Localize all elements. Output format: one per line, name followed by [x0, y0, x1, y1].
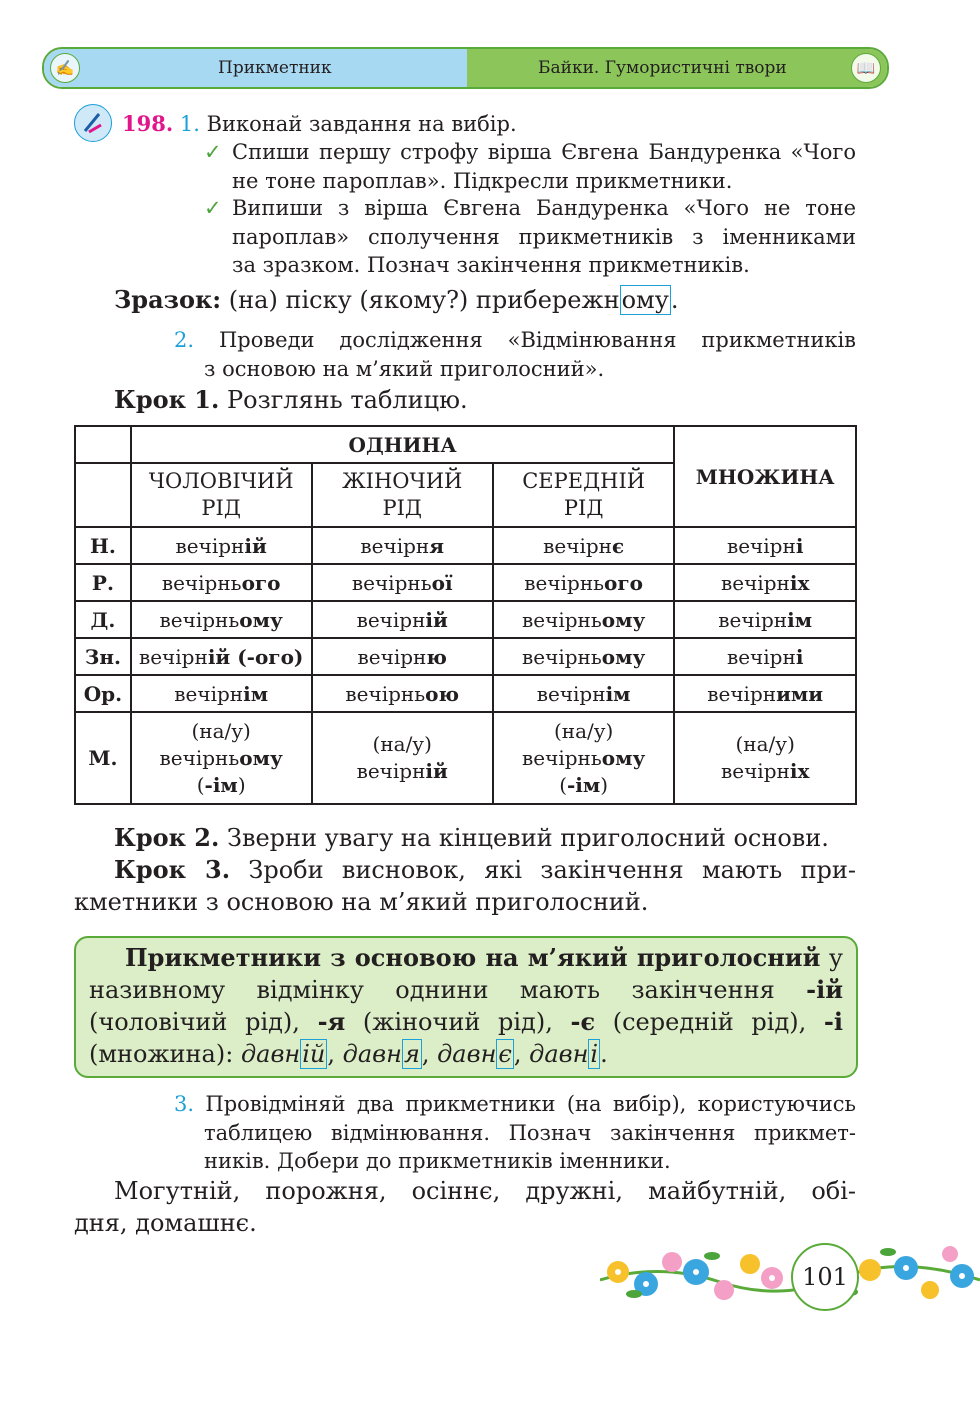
ending: ого: [241, 570, 281, 595]
step-2: [114, 822, 856, 855]
subtask-3-line: таблицею відмінювання. Познач закінчення прикмет-: [204, 1120, 856, 1145]
case-label: Ор.: [75, 675, 131, 712]
gender-name: ЧОЛОВІЧИЙ: [148, 469, 294, 493]
stem: вечірнь: [522, 745, 602, 770]
subtask-1-number: 1.: [179, 112, 200, 136]
table-cell: [312, 601, 493, 638]
stem: вечірн: [356, 759, 426, 783]
empty-cell: [75, 426, 131, 463]
preposition: (на/у): [735, 732, 795, 756]
table-cell: [674, 712, 856, 804]
subtask-2-number: 2.: [174, 328, 195, 352]
stem: вечірн: [360, 533, 430, 558]
ending: ім: [243, 681, 269, 706]
flower-decoration-icon: [600, 1242, 980, 1308]
example-ending-box: є: [498, 1040, 512, 1068]
table-cell: [674, 601, 856, 638]
table-row: [75, 601, 856, 638]
sample-ending-box: ому: [621, 286, 669, 314]
gender-header: [312, 463, 493, 527]
ending: я: [429, 533, 445, 558]
step-3-line: [74, 854, 856, 887]
example-ending-box: ій: [302, 1040, 326, 1068]
step-1-text: Розглянь таблицю.: [227, 386, 468, 414]
table-cell: [674, 638, 856, 675]
rule-ending: -я: [317, 1007, 346, 1036]
ending: ому: [239, 745, 283, 770]
stem: вечірн: [536, 681, 606, 706]
table-cell: [674, 675, 856, 712]
sample-line: [114, 284, 874, 317]
table-row-locative: [75, 712, 856, 804]
ending: ій (-ого): [207, 644, 304, 669]
example-stem: давн: [240, 1040, 301, 1068]
table-cell: [131, 601, 312, 638]
table-row: [75, 638, 856, 675]
separator: ,: [327, 1040, 343, 1068]
step-2-text: Зверни увагу на кінцевий приголосний основи.: [227, 824, 829, 852]
subtask-3-text: Провідміняй два прикметники (на вибір), користуючись: [205, 1092, 856, 1116]
option-2-line: пароплав» сполучення прикметників з іменниками: [232, 224, 856, 249]
table-cell: (на/у) вечірньому (-ім): [493, 712, 674, 804]
pen-icon: ✍: [50, 53, 80, 83]
rule-box: [74, 936, 858, 1078]
ending: іх: [789, 570, 810, 595]
example-stem: давн: [342, 1040, 402, 1068]
empty-cell: [75, 463, 131, 527]
step-3: [74, 854, 856, 918]
separator: ,: [421, 1040, 438, 1068]
stem: вечірнь: [345, 681, 426, 706]
stem: вечірн: [357, 644, 427, 669]
ending: іх: [789, 759, 810, 783]
header-chapter-title: Байки. Гумористичні твори: [538, 58, 787, 78]
subtask-3: [174, 1090, 856, 1176]
preposition: (на/у): [372, 732, 432, 756]
checkmark-icon: ✓: [204, 196, 222, 220]
stem: вечірнь: [522, 644, 602, 669]
case-label: Р.: [75, 564, 131, 601]
ending: ими: [776, 681, 824, 706]
gender-header: [131, 463, 312, 527]
stem: вечірн: [720, 759, 790, 783]
rule-ending: -і: [823, 1007, 843, 1036]
gender-header: [493, 463, 674, 527]
table-cell: [131, 638, 312, 675]
step-1-label: Крок 1.: [114, 385, 220, 414]
sample-label: Зразок:: [114, 285, 222, 314]
stem: вечірн: [543, 533, 612, 558]
rule-bold: Прикметники з основою на м’який приголосний: [125, 943, 821, 972]
stem: вечірн: [138, 644, 208, 669]
example-ending-box: і: [590, 1040, 599, 1068]
option-2-line: Випиши з вірша Євгена Бандуренка «Чого не тоне: [232, 196, 856, 220]
stem: вечірнь: [159, 607, 240, 632]
rule-part: (множина):: [89, 1040, 241, 1068]
table-cell: [312, 638, 493, 675]
subtask-3-line: [174, 1090, 856, 1119]
sample-text: (на) піску (якому?) прибережн: [228, 286, 620, 314]
checkmark-icon: ✓: [204, 140, 222, 164]
writing-icon: [75, 105, 111, 141]
table-cell: (на/у) вечірньому (-ім): [131, 712, 312, 804]
stem: вечірнь: [522, 607, 602, 632]
gender-word: РІД: [563, 496, 604, 520]
sample-end: .: [670, 286, 679, 314]
stem: вечірн: [726, 533, 796, 558]
table-cell: [312, 712, 493, 804]
gender-name: ЖІНОЧИЙ: [342, 469, 463, 493]
rule-part: (жіночий рід),: [345, 1008, 571, 1036]
stem: вечірн: [720, 570, 790, 595]
ending-alt: -ім: [567, 772, 601, 797]
subtask-3-line: ників. Добери до прикметників іменники.: [204, 1149, 671, 1173]
rule-part: (середній рід),: [595, 1008, 824, 1036]
ending: ою: [425, 681, 460, 706]
rule-ending: -ій: [806, 975, 843, 1004]
ending: і: [795, 533, 804, 558]
word-list: [74, 1176, 856, 1239]
ending: ім: [787, 607, 813, 632]
case-label: Н.: [75, 527, 131, 564]
ending: ому: [239, 607, 283, 632]
subtask-2-text: Проведи дослідження «Відмінювання прикметників: [218, 328, 856, 352]
word-list-line: дня, домашнє.: [74, 1208, 257, 1237]
singular-header: ОДНИНА: [131, 426, 675, 463]
stem: вечірнь: [351, 570, 432, 595]
case-label: Зн.: [75, 638, 131, 675]
preposition: (на/у): [553, 718, 614, 743]
word-list-line: Могутній, порожня, осіннє, дружні, майбутній, обі-: [114, 1177, 856, 1205]
gender-word: РІД: [382, 496, 422, 520]
ending: і: [795, 644, 804, 669]
table-cell: [493, 601, 674, 638]
table-cell: [131, 675, 312, 712]
ending: ому: [601, 607, 646, 632]
stem: вечірн: [356, 607, 426, 632]
book-icon: 📖: [851, 53, 881, 83]
gender-word: РІД: [201, 496, 241, 520]
step-3-text: Зроби висновок, які закінчення мають при-: [248, 856, 856, 884]
table-cell: [312, 527, 493, 564]
subtask-1-text: Виконай завдання на вибір.: [206, 112, 517, 136]
subtask-2-line: з основою на м’який приголосний».: [204, 356, 605, 381]
rule-ending: -є: [570, 1007, 596, 1036]
subtask-2: [174, 326, 856, 383]
option-1-line: Спиши першу строфу вірша Євгена Бандуренка «Чого: [232, 140, 856, 164]
stem: вечірнь: [161, 570, 242, 595]
plural-header: МНОЖИНА: [674, 426, 856, 527]
separator: ,: [513, 1040, 530, 1068]
example-stem: давн: [529, 1040, 589, 1068]
table-row: [75, 527, 856, 564]
stem: вечірнь: [524, 570, 605, 595]
stem: вечірн: [726, 644, 796, 669]
stem: вечірнь: [159, 745, 240, 770]
preposition: (на/у): [191, 718, 251, 743]
ending: ого: [604, 570, 643, 595]
ending: є: [611, 533, 625, 558]
step-1: [114, 384, 874, 417]
ending: ій: [425, 759, 448, 783]
table-cell: [674, 527, 856, 564]
ending: ій: [425, 607, 448, 632]
stem: вечірн: [707, 681, 777, 706]
option-2-line: за зразком. Познач закінчення прикметників.: [232, 253, 750, 277]
rule-part: у називному відмінку однини мають закінчення: [89, 944, 843, 1004]
task-number: 198.: [122, 111, 174, 136]
table-cell: [131, 527, 312, 564]
table-header-row: [75, 426, 856, 463]
declension-table: [74, 425, 857, 805]
example-ending-box: я: [403, 1040, 420, 1068]
table-cell: [312, 564, 493, 601]
case-label: М.: [75, 712, 131, 804]
option-1-line: не тоне пароплав». Підкресли прикметники.: [232, 168, 733, 193]
table-cell: [674, 564, 856, 601]
rule-part: (чоловічий рід),: [89, 1008, 318, 1036]
table-row: [75, 675, 856, 712]
subtask-3-number: 3.: [174, 1092, 195, 1116]
ending: ю: [426, 644, 447, 669]
stem: вечірн: [174, 681, 244, 706]
header-section-title: Прикметник: [218, 58, 332, 78]
page-header: [42, 47, 889, 89]
example-stem: давн: [437, 1040, 497, 1068]
table-cell: [493, 675, 674, 712]
table-cell: [131, 564, 312, 601]
rule-text: [89, 942, 843, 1070]
ending: ій: [244, 533, 267, 558]
option-1: [204, 138, 856, 195]
table-cell: [493, 564, 674, 601]
table-cell: [312, 675, 493, 712]
option-2: [204, 194, 856, 280]
table-row: [75, 564, 856, 601]
case-rows: [75, 527, 856, 712]
stem: вечірн: [718, 607, 788, 632]
table-cell: [493, 527, 674, 564]
rule-end: .: [600, 1040, 608, 1068]
step-3-label: Крок 3.: [114, 855, 231, 884]
step-2-label: Крок 2.: [114, 823, 220, 852]
ending: ому: [601, 644, 646, 669]
gender-name: СЕРЕДНІЙ: [522, 469, 646, 493]
ending: ім: [605, 681, 631, 706]
ending: ому: [601, 745, 646, 770]
ending-alt: -ім: [204, 772, 238, 797]
case-label: Д.: [75, 601, 131, 638]
page-number: 101: [791, 1243, 859, 1311]
table-cell: [493, 638, 674, 675]
step-3-line: кметники з основою на м’який приголосний.: [74, 887, 649, 916]
task-icon: [74, 104, 112, 142]
stem: вечірн: [175, 533, 245, 558]
ending: ої: [431, 570, 453, 595]
subtask-2-line: [174, 326, 856, 355]
task-198-header: [122, 110, 862, 139]
